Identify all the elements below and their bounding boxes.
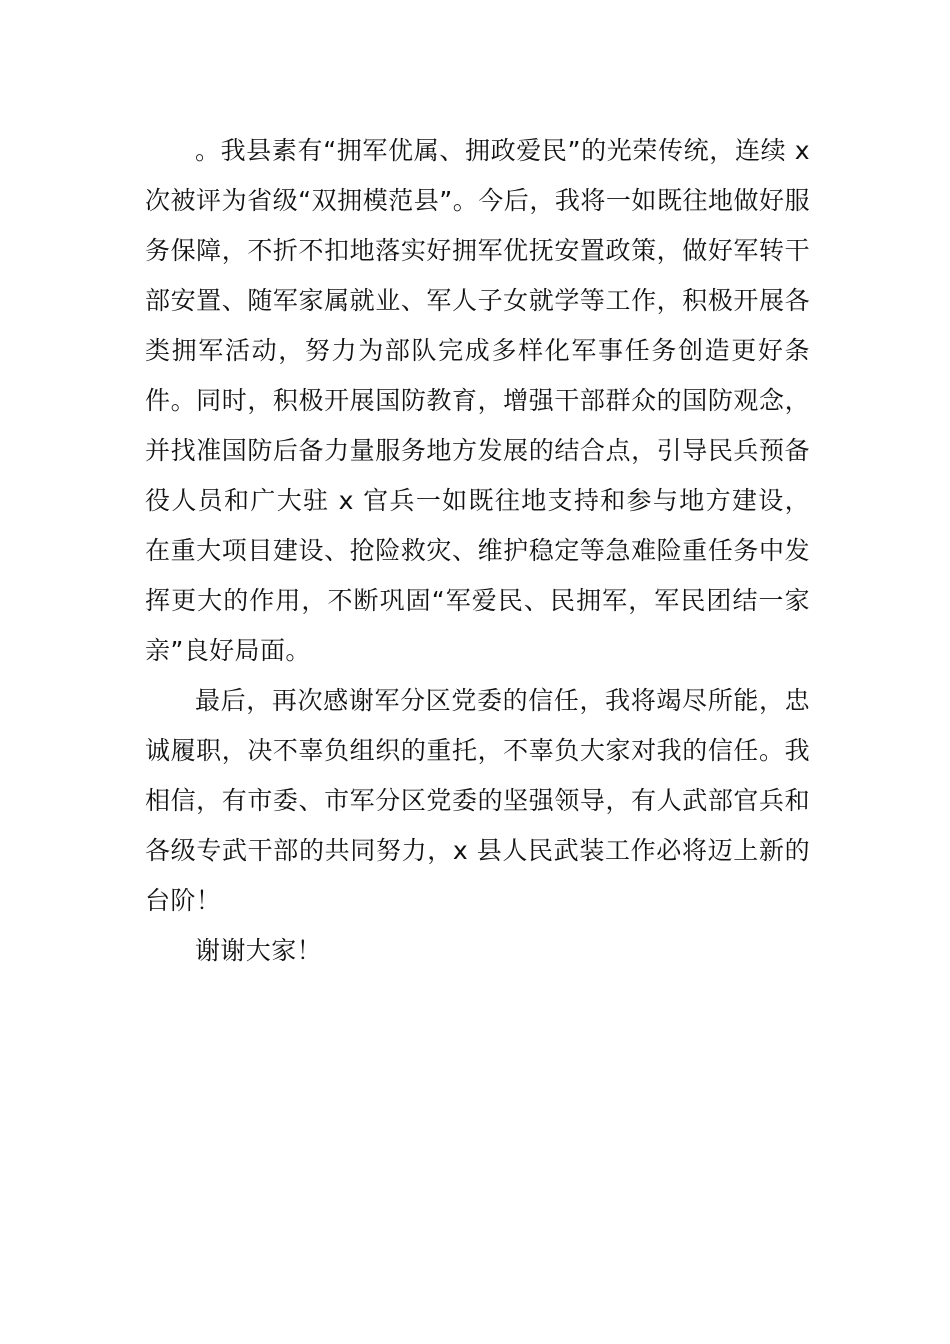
paragraph-closing-thanks: 最后，再次感谢军分区党委的信任，我将竭尽所能，忠诚履职，决不辜负组织的重托，不辜负大家对我的信任。我相信，有市委、市军分区党委的坚强领导，有人武部官兵和各级专武干部的共同努力，x 县人民武装工作必将迈上新的台阶！ bbox=[145, 686, 810, 915]
paragraph-support-military: 。我县素有“拥军优属、拥政爱民”的光荣传统，连续 x 次被评为省级“双拥模范县”。今后，我将一如既往地做好服务保障，不折不扣地落实好拥军优抚安置政策，做好军转干部安置、随军家属就业、军人子女就学等工作，积极开展各类拥军活动，努力为部队完成多样化军事任务创造更好条件。同时，积极开展国防教育，增强干部群众的国防观念，并找准国防后备力量服务地方发展的结合点，引导民兵预备役人员和广大驻 x 官兵一如既往地支持和参与地方建设，在重大项目建设、抢险救灾、维护稳定等急难险重任务中发挥更大的作用，不断巩固“军爱民、民拥军，军民团结一家亲”良好局面。 bbox=[145, 136, 810, 665]
document-body bbox=[145, 126, 810, 976]
paragraph-thank-you: 谢谢大家！ bbox=[195, 936, 323, 965]
